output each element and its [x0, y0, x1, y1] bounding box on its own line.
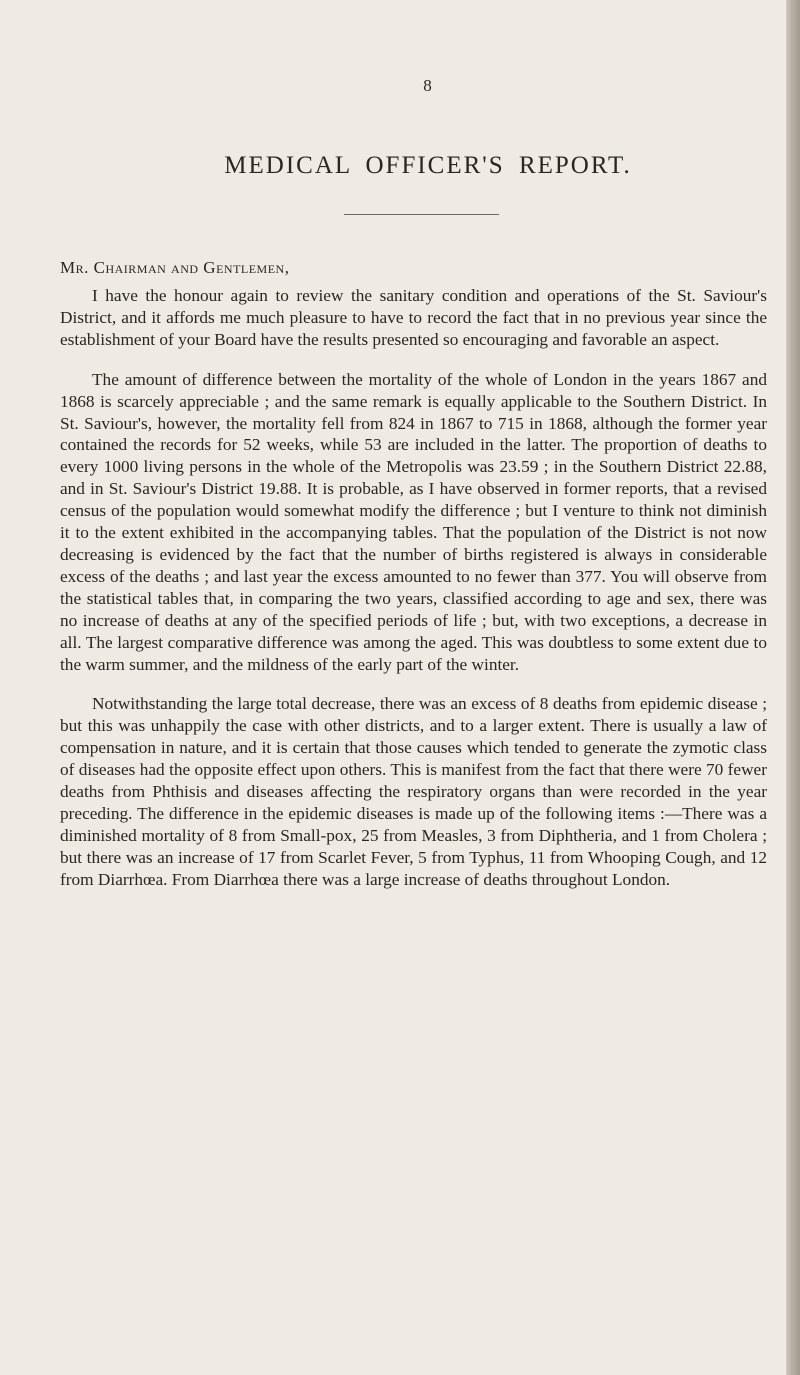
- salutation: Mr. Chairman and Gentlemen,: [60, 258, 290, 277]
- report-title: MEDICAL OFFICER'S REPORT.: [224, 152, 632, 179]
- page-number: 8: [423, 76, 433, 95]
- paragraph-3: Notwithstanding the large total decrease, there was an excess of 8 deaths from epidemic disease ; but this was unhappily the case with other districts, and to a larger extent. There is usually a law of compensation in nature, and it is certain that those causes which tended to generate the zymotic class of diseases had the opposite effect upon others. This is manifest from the fact that there were 70 fewer deaths from Phthisis and diseases affecting the respiratory organs than were recorded in the year preceding. The difference in the epidemic diseases is made up of the following items :—There was a diminished mortality of 8 from Small-pox, 25 from Measles, 3 from Diphtheria, and 1 from Cholera ; but there was an increase of 17 from Scarlet Fever, 5 from Typhus, 11 from Whooping Cough, and 12 from Diarrhœa. From Diarrhœa there was a large increase of deaths throughout London.: [60, 694, 767, 889]
- paragraph-1: I have the honour again to review the sanitary condition and operations of the St. Saviour's District, and it affords me much pleasure to have to record the fact that in no previous year since the establishment of your Board have the results presented so encouraging and favorable an aspect.: [60, 286, 767, 349]
- paragraph-2: The amount of difference between the mortality of the whole of London in the years 1867 and 1868 is scarcely appreciable ; and the same remark is equally applicable to the Southern District. In St. Saviour's, however, the mortality fell from 824 in 1867 to 715 in 1868, although the former year contained the records for 52 weeks, while 53 are included in the latter. The proportion of deaths to every 1000 living persons in the whole of the Metropolis was 23.59 ; in the Southern District 22.88, and in St. Saviour's District 19.88. It is probable, as I have observed in former reports, that a revised census of the population would somewhat modify the difference ; but I venture to think not diminish it to the extent exhibited in the accompanying tables. That the population of the District is not now decreasing is evidenced by the fact that the number of births registered is always in considerable excess of the deaths ; and last year the excess amounted to no fewer than 377. You will observe from the statistical tables that, in comparing the two years, classified according to age and sex, there was no increase of deaths at any of the specified periods of life ; but, with two exceptions, a decrease in all. The largest comparative difference was among the aged. This was doubtless to some extent due to the warm summer, and the mildness of the early part of the winter.: [60, 369, 767, 674]
- page-edge: [786, 0, 800, 1375]
- title-rule: [344, 214, 499, 215]
- report-body: [60, 285, 767, 891]
